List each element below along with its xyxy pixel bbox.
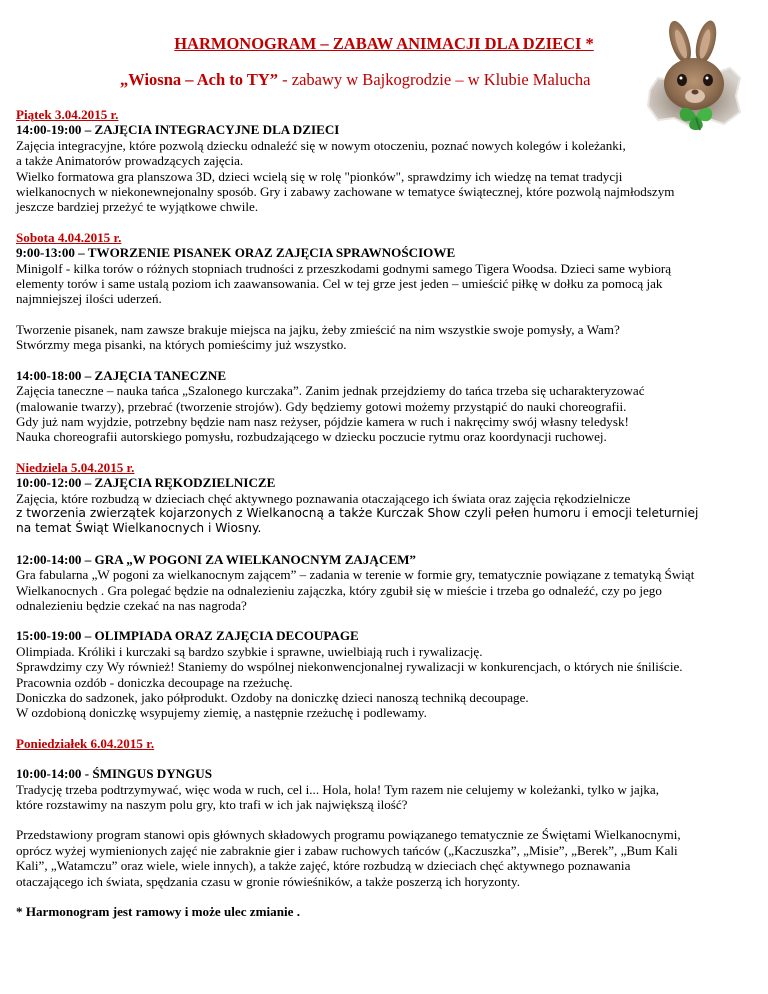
- day-heading-monday: Poniedziałek 6.04.2015 r.: [16, 735, 155, 751]
- summary-line: Kali”, „Watamczu” oraz wiele, wiele innych), a także zajęć, które rozbudzą w dzieciach chęć aktywnego poznawania: [16, 858, 631, 874]
- subtitle-bold: „Wiosna – Ach to TY”: [120, 70, 279, 89]
- subtitle-rest: - zabawy w Bajkogrodzie – w Klubie Malucha: [278, 70, 591, 89]
- activity-header: 14:00-18:00 – ZAJĘCIA TANECZNE: [16, 367, 227, 383]
- text-line: które rozstawimy na naszym polu gry, kto trafi w ich jak największą ilość?: [16, 797, 408, 813]
- text-line: Sprawdzimy czy Wy również! Staniemy do wspólnej niekonwencjonalnej rywalizacji w konkurencjach, o których nie śniliście.: [16, 659, 683, 675]
- activity-header: 9:00-13:00 – TWORZENIE PISANEK ORAZ ZAJĘCIA SPRAWNOŚCIOWE: [16, 245, 456, 261]
- text-line: Tworzenie pisanek, nam zawsze brakuje miejsca na jajku, żeby zmieścić na nim wszystkie swoje pomysły, a Wam?: [16, 321, 620, 337]
- schedule-body: [16, 107, 756, 919]
- text-line: Olimpiada. Króliki i kurczaki są bardzo szybkie i sprawne, uwielbiają ruch i rywalizację.: [16, 643, 483, 659]
- text-line: elementy torów i same ustalą poziom ich zaawansowania. Cel w tej grze jest jeden – umieścić piłkę w dołku za pomocą jak: [16, 276, 663, 292]
- text-line: Minigolf - kilka torów o różnych stopniach trudności z przeszkodami godnymi samego Tigera Woodsa. Dzieci same wybiorą: [16, 260, 672, 276]
- text-line: z tworzenia zwierzątek kojarzonych z Wielkanocną a także Kurczak Show czyli pełen humoru i emocji teleturniej: [16, 505, 699, 520]
- activity-header: 10:00-12:00 – ZAJĘCIA RĘKODZIELNICZE: [16, 475, 276, 491]
- text-line: jeszcze bardziej przeżyć te wyjątkowe chwile.: [16, 199, 259, 215]
- text-line: Pracownia ozdób - doniczka decoupage na rzeżuchę.: [16, 674, 293, 690]
- activity-header: 15:00-19:00 – OLIMPIADA ORAZ ZAJĘCIA DECOUPAGE: [16, 628, 359, 644]
- text-line: (malowanie twarzy), przebrać (tworzenie strojów). Gdy będziemy gotowi możemy przystąpić do nauki choreografii.: [16, 398, 627, 414]
- text-line: wielkanocnych w niekonewnejonalny sposób. Gry i zabawy zachowane w tematyce świątecznej, które pozwolą najmłodszym: [16, 184, 675, 200]
- text-line: a także Animatorów prowadzących zajęcia.: [16, 153, 244, 169]
- activity-header: 12:00-14:00 – GRA „W POGONI ZA WIELKANOCNYM ZAJĄCEM”: [16, 551, 416, 567]
- text-line: W ozdobioną doniczkę wsypujemy ziemię, a następnie rzeżuchę i podlewamy.: [16, 705, 427, 721]
- summary-line: Przedstawiony program stanowi opis głównych składowych programu powiązanego tematycznie ze Świętami Wielkanocnymi,: [16, 827, 681, 843]
- text-line: najmniejszej ilości uderzeń.: [16, 291, 162, 307]
- text-line: Gra fabularna „W pogoni za wielkanocnym zającem” – zadania w terenie w formie gry, tematycznie powiązane z tematyką Świąt: [16, 567, 695, 583]
- text-line: na temat Świąt Wielkanocnych i Wiosny.: [16, 521, 262, 536]
- text-line: odnalezieniu będzie czekać na nas nagroda?: [16, 597, 247, 613]
- activity-header: 14:00-19:00 – ZAJĘCIA INTEGRACYJNE DLA DZIECI: [16, 122, 340, 138]
- summary-line: otaczającego ich świata, spędzania czasu w gronie rówieśników, a także poszerzą ich horyzonty.: [16, 873, 521, 889]
- text-line: Stwórzmy mega pisanki, na których pomieścimy już wszystko.: [16, 337, 347, 353]
- text-line: Doniczka do sadzonek, jako półprodukt. Ozdoby na doniczkę dzieci nanoszą techniką decoupage.: [16, 690, 529, 705]
- summary-line: oprócz wyżej wymienionych zajęć nie zabraknie gier i zabaw ruchowych tańców („Kaczuszka”, „Misie”, „Berek”, „Bum Kali: [16, 842, 678, 858]
- day-heading-sunday: Niedziela 5.04.2015 r.: [16, 459, 135, 475]
- page-subtitle: [120, 70, 591, 90]
- footnote: * Harmonogram jest ramowy i może ulec zmianie .: [16, 904, 300, 920]
- day-heading-friday: Piątek 3.04.2015 r.: [16, 107, 119, 122]
- day-heading-saturday: Sobota 4.04.2015 r.: [16, 229, 122, 245]
- text-line: Gdy już nam wyjdzie, potrzebny będzie nam nasz reżyser, pójdzie kamera w ruch i nakręcimy swój własny teledysk!: [16, 413, 629, 429]
- text-line: Tradycję trzeba podtrzymywać, więc woda w ruch, cel i... Hola, hola! Tym razem nie celujemy w koleżanki, tylko w jajka,: [16, 781, 660, 797]
- page-title: HARMONOGRAM – ZABAW ANIMACJI DLA DZIECI *: [174, 34, 594, 53]
- text-line: Zajęcia integracyjne, które pozwolą dziecku odnaleźć się w nowym otoczeniu, poznać nowych kolegów i koleżanki,: [16, 137, 626, 153]
- text-line: Wielko formatowa gra planszowa 3D, dzieci wcielą się w rolę "pionków", sprawdzimy ich wiedzę na temat tradycji: [16, 168, 623, 184]
- text-line: Zajęcia taneczne – nauka tańca „Szalonego kurczaka”. Zanim jednak przejdziemy do tańca trzeba się ucharakteryzować: [16, 383, 645, 399]
- text-line: Wielkanocnych . Gra polegać będzie na odnalezieniu zajączka, który zgubił się w mieście i trzeba go odnaleźć, czy po jego: [16, 582, 662, 598]
- text-line: Zajęcia, które rozbudzą w dzieciach chęć aktywnego poznawania otaczającego ich świata oraz zajęcia rękodzielnicze: [16, 490, 631, 506]
- text-line: Nauka choreografii autorskiego pomysłu, rozbudzającego w dziecku poczucie rytmu oraz koordynacji ruchowej.: [16, 429, 607, 445]
- activity-header: 10:00-14:00 - ŚMINGUS DYNGUS: [16, 766, 213, 782]
